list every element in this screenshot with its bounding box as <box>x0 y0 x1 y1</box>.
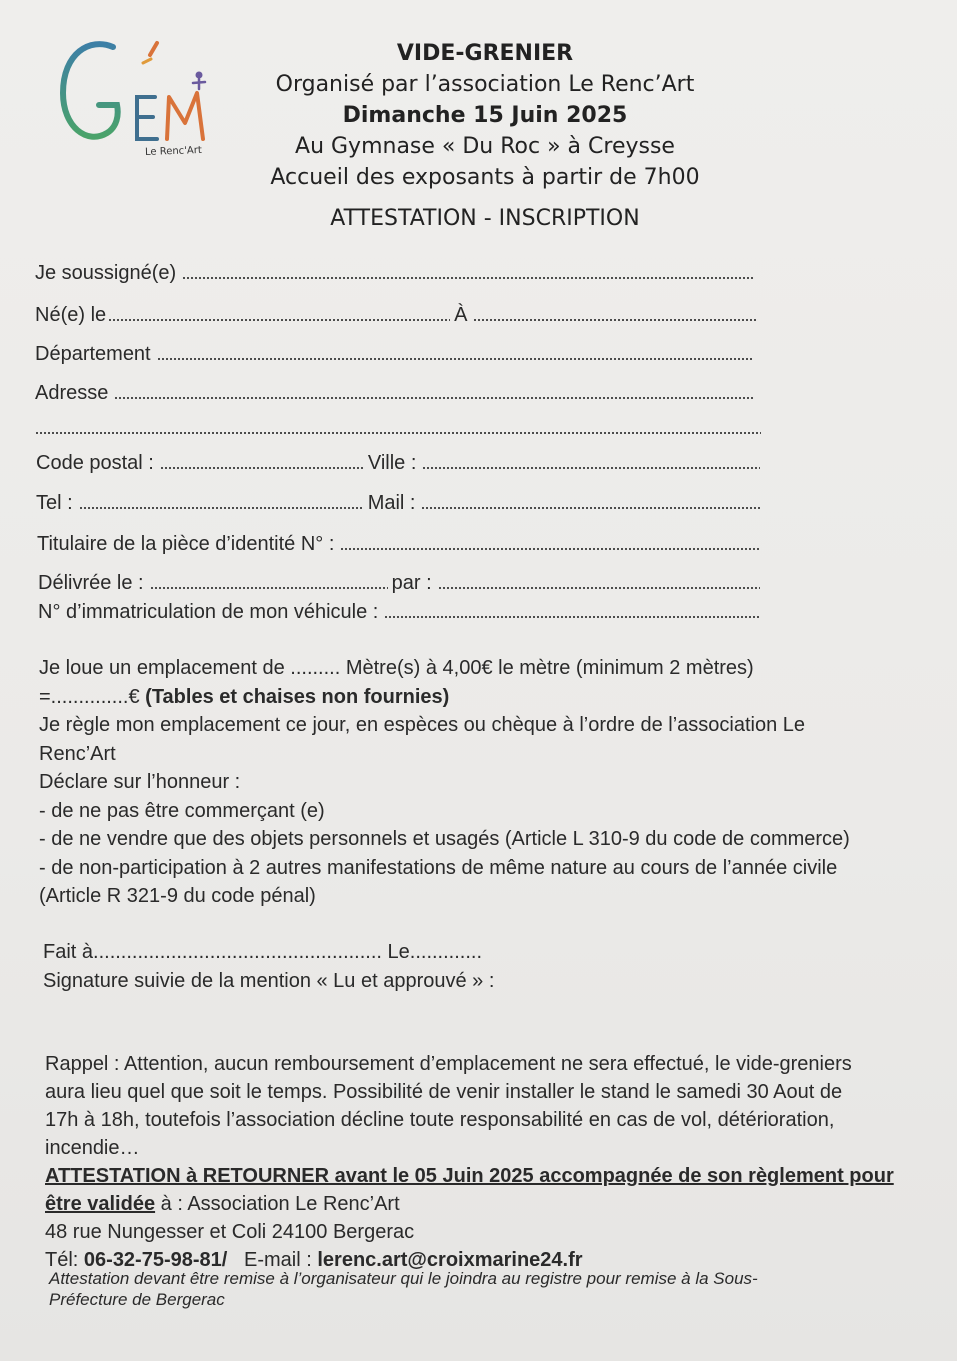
location-note: (Tables et chaises non fournies) <box>145 685 450 708</box>
rappel-line-3: 17h à 18h, toutefois l’association décline toute responsabilité en cas de vol, détérioration, <box>45 1109 835 1131</box>
note-line-2: Préfecture de Bergerac <box>49 1290 225 1309</box>
label-tel: Tel : <box>36 492 73 514</box>
rappel-line-2: aura lieu quel que soit le temps. Possibilité de venir installer le stand le samedi 30 Aout de <box>45 1081 843 1103</box>
field-lieu-naissance[interactable] <box>473 318 758 322</box>
event-title: VIDE-GRENIER <box>396 41 574 66</box>
label-par: par : <box>391 572 432 594</box>
field-tel[interactable] <box>79 506 364 510</box>
payment-line-2: Renc’Art <box>39 742 116 765</box>
label-immatriculation: N° d’immatriculation de mon véhicule : <box>38 601 379 623</box>
email-label: E-mail : <box>227 1249 318 1271</box>
field-code-postal[interactable] <box>160 466 364 470</box>
row-departement <box>35 343 757 366</box>
retour-line-1: ATTESTATION à RETOURNER avant le 05 Juin 2025 accompagnée de son règlement pour <box>45 1165 894 1187</box>
tel-value: 06-32-75-98-81/ <box>83 1249 228 1271</box>
retour-line-2 <box>45 1190 894 1218</box>
row-piece-identite <box>37 533 765 556</box>
row-immatriculation <box>38 601 764 624</box>
declaration-item-1: - de ne pas être commerçant (e) <box>39 799 325 822</box>
label-mail: Mail : <box>367 492 416 514</box>
note-line-1: Attestation devant être remise à l’organisateur qui le joindra au registre pour remise à la Sous- <box>49 1269 758 1288</box>
email-value[interactable]: lerenc.art@croixmarine24.fr <box>317 1249 583 1271</box>
field-piece-identite[interactable] <box>340 547 761 551</box>
form-title: ATTESTATION - INSCRIPTION <box>330 206 640 231</box>
field-soussigne[interactable] <box>182 276 753 280</box>
location-total: =..............€ <box>39 685 146 708</box>
payment-line-1: Je règle mon emplacement ce jour, en espèces ou chèque à l’ordre de l’association Le <box>39 714 806 736</box>
label-ville: Ville : <box>367 452 417 474</box>
field-adresse-1[interactable] <box>114 396 755 400</box>
retour-validee: être validée <box>45 1193 156 1215</box>
logo-tagline: Le Renc'Art <box>144 145 203 158</box>
fait-a-line[interactable]: Fait à.................................................... Le............. <box>43 941 483 963</box>
field-departement[interactable] <box>157 357 753 361</box>
event-organizer: Organisé par l’association Le Renc’Art <box>275 72 695 97</box>
declaration-heading: Déclare sur l’honneur : <box>39 771 241 793</box>
field-mail[interactable] <box>421 506 762 510</box>
label-departement: Département <box>35 343 151 365</box>
footer-note <box>49 1268 758 1310</box>
declaration-item-4: (Article R 321-9 du code pénal) <box>39 885 316 907</box>
field-date-naissance[interactable] <box>108 318 450 322</box>
retour-association: à : Association Le Renc’Art <box>155 1193 400 1215</box>
location-line-2 <box>39 683 850 712</box>
label-ne-le: Né(e) le <box>35 304 107 326</box>
declaration-item-3: - de non-participation à 2 autres manifestations de même nature au cours de l’année civile <box>39 856 838 879</box>
location-line-1: Je loue un emplacement de ......... Mètre(s) à 4,00€ le mètre (minimum 2 mètres) <box>39 657 754 679</box>
field-ville[interactable] <box>422 466 760 470</box>
row-adresse <box>35 382 759 405</box>
rappel-line-1: Rappel : Attention, aucun remboursement d’emplacement ne sera effectué, le vide-greniers <box>45 1053 852 1075</box>
row-naissance <box>35 304 762 327</box>
row-code-postal <box>36 452 764 475</box>
rappel-line-4: incendie… <box>45 1137 140 1159</box>
declaration-item-2: - de ne vendre que des objets personnels et usagés (Article L 310-9 du code de commerce) <box>39 828 850 850</box>
footer-section <box>45 1050 894 1274</box>
row-soussigne <box>35 262 757 285</box>
field-delivree-date[interactable] <box>150 586 388 590</box>
row-adresse-2 <box>35 420 765 440</box>
event-welcome-time: Accueil des exposants à partir de 7h00 <box>270 165 700 190</box>
row-delivree <box>38 572 764 595</box>
label-delivree: Délivrée le : <box>38 572 144 594</box>
body-section <box>39 654 850 911</box>
label-code-postal: Code postal : <box>36 452 154 474</box>
event-location: Au Gymnase « Du Roc » à Creysse <box>295 134 675 159</box>
row-tel <box>36 492 766 515</box>
label-titulaire: Titulaire de la pièce d’identité N° : <box>37 533 335 555</box>
association-address: 48 rue Nungesser et Coli 24100 Bergerac <box>45 1221 415 1243</box>
label-a: À <box>454 304 468 326</box>
event-date: Dimanche 15 Juin 2025 <box>342 103 628 128</box>
field-adresse-2[interactable] <box>35 431 761 435</box>
tel-label: Tél: <box>45 1249 84 1271</box>
field-delivree-par[interactable] <box>438 586 760 590</box>
signature-section <box>43 938 494 995</box>
signature-line: Signature suivie de la mention « Lu et approuvé » : <box>43 969 495 992</box>
label-soussigne: Je soussigné(e) <box>35 262 177 284</box>
label-adresse: Adresse <box>35 382 109 404</box>
event-header <box>270 38 700 234</box>
field-immatriculation[interactable] <box>384 615 760 619</box>
